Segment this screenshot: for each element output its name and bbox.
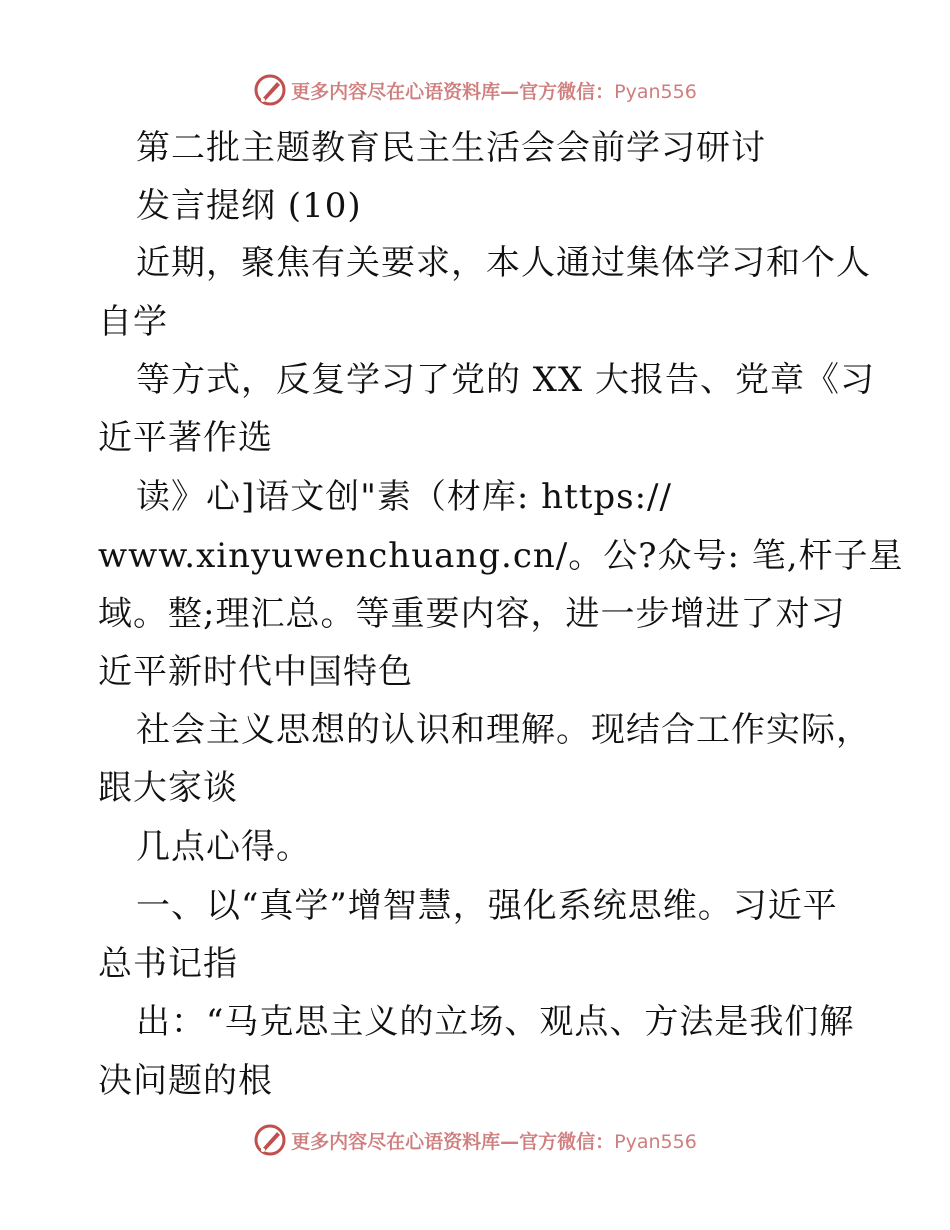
banner-message: 更多内容尽在心语资料库—官方微信： bbox=[291, 80, 615, 103]
paragraph-line: www.xinyuwenchuang.cn/。公?众号: 笔,杆子星 bbox=[98, 536, 904, 576]
banner-text bbox=[291, 1127, 697, 1154]
banner-handle: Pyan556 bbox=[614, 1130, 697, 1153]
paragraph-line: 社会主义思想的认识和理解。现结合工作实际， bbox=[136, 710, 871, 750]
paragraph-line: 近期，聚焦有关要求，本人通过集体学习和个人 bbox=[136, 243, 871, 283]
paragraph-line: 跟大家谈 bbox=[98, 768, 238, 808]
paragraph-line: 决问题的根 bbox=[98, 1061, 273, 1101]
paragraph-line: 读》心]语文创"素（材库: https:// bbox=[136, 477, 672, 517]
paragraph-line: 出：“马克思主义的立场、观点、方法是我们解 bbox=[136, 1002, 855, 1042]
footer-banner bbox=[0, 1122, 950, 1158]
section-heading-line: 一、以“真学”增智慧，强化系统思维。习近平 bbox=[136, 886, 838, 926]
paragraph-line: 近平著作选 bbox=[98, 418, 273, 458]
paragraph-line: 自学 bbox=[98, 302, 168, 342]
paragraph-line: 域。整;理汇总。等重要内容，进一步增进了对习 bbox=[98, 594, 846, 634]
banner-handle: Pyan556 bbox=[614, 80, 697, 103]
paragraph-line: 近平新时代中国特色 bbox=[98, 652, 413, 692]
paragraph-line: 几点心得。 bbox=[136, 827, 311, 867]
doc-title-line-2: 发言提纲 (10) bbox=[136, 186, 362, 226]
pen-logo-icon bbox=[253, 1123, 287, 1157]
paragraph-line: 总书记指 bbox=[98, 944, 238, 984]
paragraph-line: 等方式，反复学习了党的 XX 大报告、党章《习 bbox=[136, 360, 876, 400]
banner-message: 更多内容尽在心语资料库—官方微信： bbox=[291, 1130, 615, 1153]
doc-title-line-1: 第二批主题教育民主生活会会前学习研讨 bbox=[136, 128, 766, 168]
